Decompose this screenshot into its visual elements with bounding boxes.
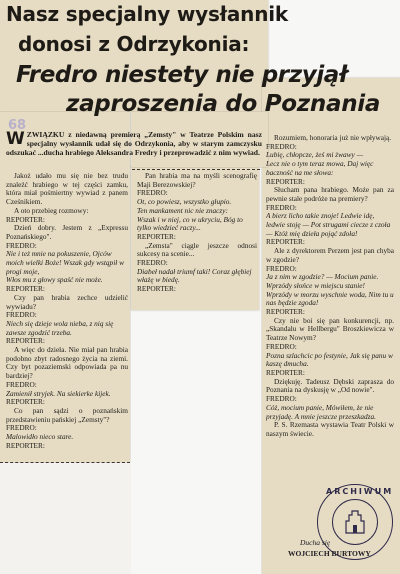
paragraph: Czy nie boi się pan konkurencji, np. „Skandalu w Hellbergu" Broszkiewicza w Teatrze Nowym? xyxy=(266,315,394,343)
paragraph: Jakoż udało mu się nie bez trudu znaleźć hrabiego w tej części zamku, która miał pośmiertny wywiad z panem Cześnikiem. xyxy=(6,172,128,207)
speaker-label: FREDRO: xyxy=(6,379,37,389)
paragraph: Rozumiem, honoraria już nie wpływają. xyxy=(274,134,392,142)
verse-quote: A bierz licho takie znoje! Ledwie idę, ledwie stoję — Pot strugami ciecze z czoła — Któż mię dzieła pojąć zdoła! xyxy=(266,211,391,238)
paragraph: Słucham pana hrabiego. Może pan za pewnie stale podróże na premiery? xyxy=(266,185,394,203)
verse-quote: Niech się dzieje wola nieba, z nią się zawsze zgodzić trzeba. xyxy=(6,318,114,337)
speaker-label: REPORTER: xyxy=(266,307,305,317)
speaker-label: REPORTER: xyxy=(6,214,45,224)
verse-quote: Nie i też mnie na pokuszenie, Ojców moich wielki Boże! Wszak gdy wstąpił w progi moje, xyxy=(6,249,124,276)
speaker-label: FREDRO: xyxy=(266,394,297,404)
paragraph: Ale z dyrektorem Perzem jest pan chyba w zgodzie? xyxy=(266,246,394,264)
paragraph: „Zemsta" ciągle jeszcze odnosi sukcesy na scenie... xyxy=(137,240,257,259)
verse-quote: Diabeł nadał triumf taki! Coraz głębiej włażę w biedę. xyxy=(137,266,252,285)
crest-icon xyxy=(344,509,366,535)
verse-quote: Lecz nie o tym teraz mowa, Daj więc baczność na me słowa: xyxy=(266,159,374,177)
speaker-label: FREDRO: xyxy=(6,310,37,320)
verse-quote: Włos mu z głowy spaść nie może. xyxy=(6,275,103,285)
handwritten-mark: 68 xyxy=(8,118,27,133)
column-3 xyxy=(266,134,394,532)
paragraph: P. S. Rzemasta wystawia Teatr Polski w naszym świecie. xyxy=(266,420,394,438)
signature-line1: Ducha się xyxy=(300,538,331,547)
speaker-label: REPORTER: xyxy=(6,397,45,407)
speaker-label: FREDRO: xyxy=(266,341,297,351)
column-1 xyxy=(6,172,128,460)
speaker-label: REPORTER: xyxy=(6,284,45,294)
speaker-label: REPORTER: xyxy=(266,237,305,247)
paragraph: Czy pan hrabia zechce udzielić wywiadu? xyxy=(6,292,128,311)
column-2 xyxy=(137,172,257,308)
speaker-label: REPORTER: xyxy=(6,336,45,346)
headline-line4: zaproszenia do Poznania xyxy=(66,91,381,117)
verse-quote: Wprzódy w morzu wyschnie woda, Nim tu u nas będzie zgoda! xyxy=(266,289,394,308)
verse-quote: Cóż, mocium panie, Mówiłem, że nie przyjadę. A mnie jeszcze przeszkadza. xyxy=(266,402,376,421)
archive-stamp-text: ARCHIWUM xyxy=(326,487,394,496)
dropcap: W xyxy=(6,131,25,149)
verse-quote: Wszak i w niej, co w ukryciu, Bóg to tylko wiedzieć raczy... xyxy=(137,214,243,233)
verse-quote: Ja z nim w zgodzie? — Mocium panie. Wprzódy słońce w miejscu stanie! xyxy=(266,272,379,290)
speaker-label: FREDRO: xyxy=(137,258,168,268)
speaker-label: FREDRO: xyxy=(6,423,37,433)
speaker-label: FREDRO: xyxy=(266,263,297,273)
speaker-label: FREDRO: xyxy=(266,141,297,151)
headline-line3: Fredro niestety nie przyjął xyxy=(16,62,348,88)
cut-line xyxy=(132,169,260,170)
speaker-label: FREDRO: xyxy=(6,240,37,250)
headline-line1: Nasz specjalny wysłannik xyxy=(6,2,288,26)
speaker-label: REPORTER: xyxy=(137,284,176,294)
verse-quote: Ten mankament nic nie znaczy: xyxy=(137,205,228,215)
lead-paragraph xyxy=(6,131,262,169)
paragraph: A więc do dzieła. Nie miał pan hrabia podobno zbyt radosnego życia na ziemi. Czy byt pozaziemski odpowiada pa nu bardziej? xyxy=(6,345,128,381)
paragraph: Pan hrabia ma na myśli scenografię Maji Berezowskiej? xyxy=(137,172,257,189)
paragraph: A oto przebieg rozmowy: xyxy=(14,205,89,215)
speaker-label: REPORTER: xyxy=(137,231,176,241)
headline-line2: donosi z Odrzykonia: xyxy=(18,32,250,56)
verse-quote: Lubię, chłopcze, żeś mi żwawy — xyxy=(266,150,364,160)
paragraph: Co pan sądzi o poznańskim przedstawieniu pańskiej „Zemsty"? xyxy=(6,405,128,424)
paragraph: Dzień dobry. Jestem z „Expressu Poznańskiego". xyxy=(6,223,128,241)
speaker-label: REPORTER: xyxy=(266,176,305,186)
verse-quote: Zamienił stryjek. Na siekierke kijek. xyxy=(6,388,111,398)
verse-quote: Ot, co powiesz, wszystko głupio. xyxy=(137,197,232,207)
signature-author: WOJCIECH BURTOWY xyxy=(288,549,371,558)
cut-line xyxy=(0,462,130,463)
speaker-label: FREDRO: xyxy=(266,202,297,212)
lead-text: ZWIĄZKU z niedawną premierą „Zemsty" w Teatrze Polskim nasz specjalny wysłannik udał się do Odrzykonia, aby w starym zamczysku odszukać ...ducha hrabiego Aleksandra Fredry i przeprowadzić z nim wywiad. xyxy=(6,131,262,157)
speaker-label: REPORTER: xyxy=(6,440,45,450)
gap-white xyxy=(131,312,261,574)
paragraph: Dziękuję. Tadeusz Dębski zaprasza do Poznania na dyskusję w „Od nowie". xyxy=(266,376,394,395)
verse-quote: Malowidło nieco stare. xyxy=(6,432,74,442)
speaker-label: REPORTER: xyxy=(266,367,305,377)
verse-quote: Pozna szlachcic po festynie, Jak się panu w kaszę dmucha. xyxy=(266,350,393,369)
speaker-label: FREDRO: xyxy=(137,188,168,198)
